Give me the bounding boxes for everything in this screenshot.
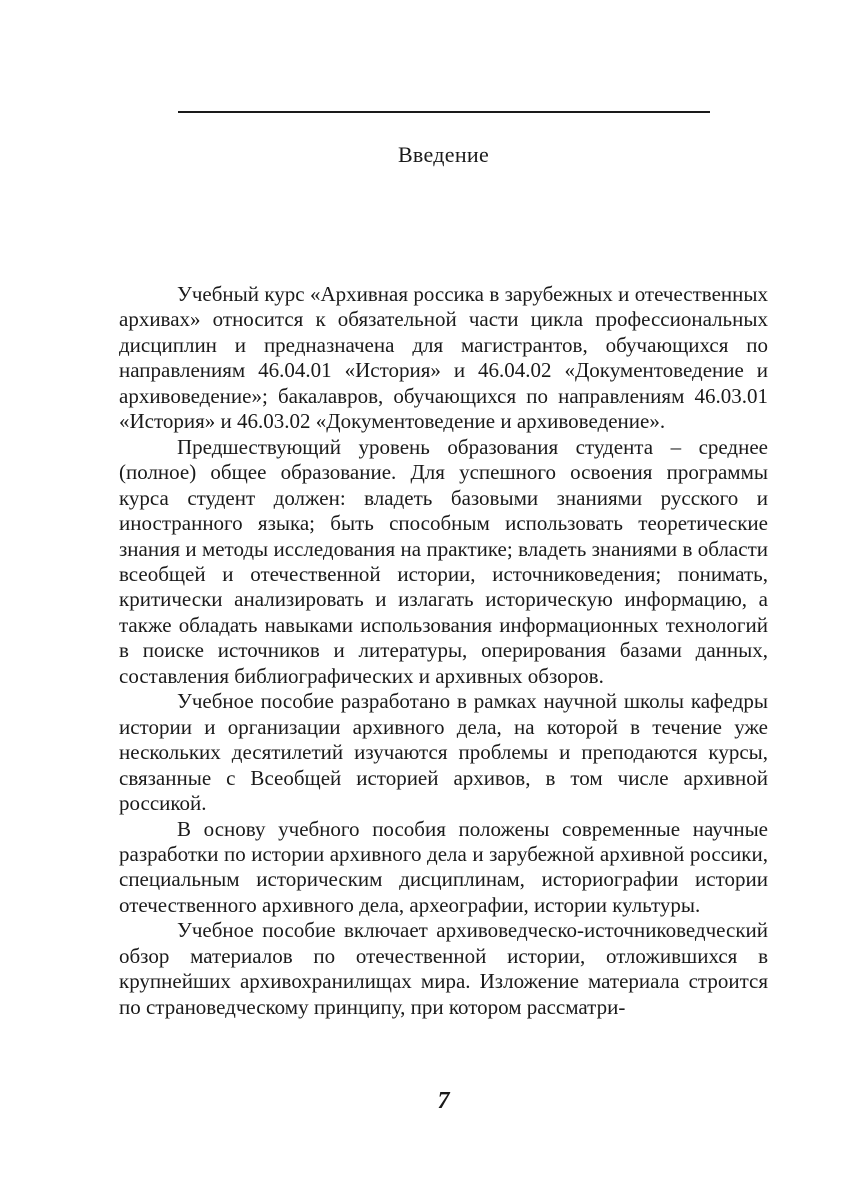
header-rule xyxy=(178,111,710,113)
body-text xyxy=(119,282,768,1020)
paragraph-basis: В основу учебного пособия положены современные научные разработки по истории архивного дела и зарубежной архивной россики, специальным историческим дисциплинам, историографии истории отечественного архивного дела, археографии, истории культуры. xyxy=(119,816,768,917)
paragraph-contents: Учебное пособие включает архивоведческо-источниковедческий обзор материалов по отечественной истории, отложившихся в крупнейших архивохранилищах мира. Изложение материала строится по страноведческому принципу, при котором рассматри- xyxy=(119,918,768,1019)
section-heading: Введение xyxy=(397,142,490,167)
paragraph-prerequisites: Предшествующий уровень образования студента – среднее (полное) общее образование. Для успешного освоения программы курса студент должен: владеть базовыми знаниями русского и иностранного языка; быть способным использовать теоретические знания и методы исследования на практике; владеть знаниями в области всеобщей и отечественной истории, источниковедения; понимать, критически анализировать и излагать историческую информацию, а также обладать навыками использования информационных технологий в поиске источников и литературы, оперирования базами данных, составления библиографических и архивных обзоров. xyxy=(119,434,768,688)
paragraph-course-description: Учебный курс «Архивная россика в зарубежных и отечественных архивах» относится к обязательной части цикла профессиональных дисциплин и предназначена для магистрантов, обучающихся по направлениям 46.04.01 «История» и 46.04.02 «Документоведение и архивоведение»; бакалавров, обучающихся по направлениям 46.03.01 «История» и 46.03.02 «Документоведение и архивоведение». xyxy=(119,282,768,434)
paragraph-development: Учебное пособие разработано в рамках научной школы кафедры истории и организации архивного дела, на которой в течение уже нескольких десятилетий изучаются проблемы и преподаются курсы, связанные с Всеобщей историей архивов, в том числе архивной россикой. xyxy=(119,689,768,816)
page-number: 7 xyxy=(437,1088,450,1114)
